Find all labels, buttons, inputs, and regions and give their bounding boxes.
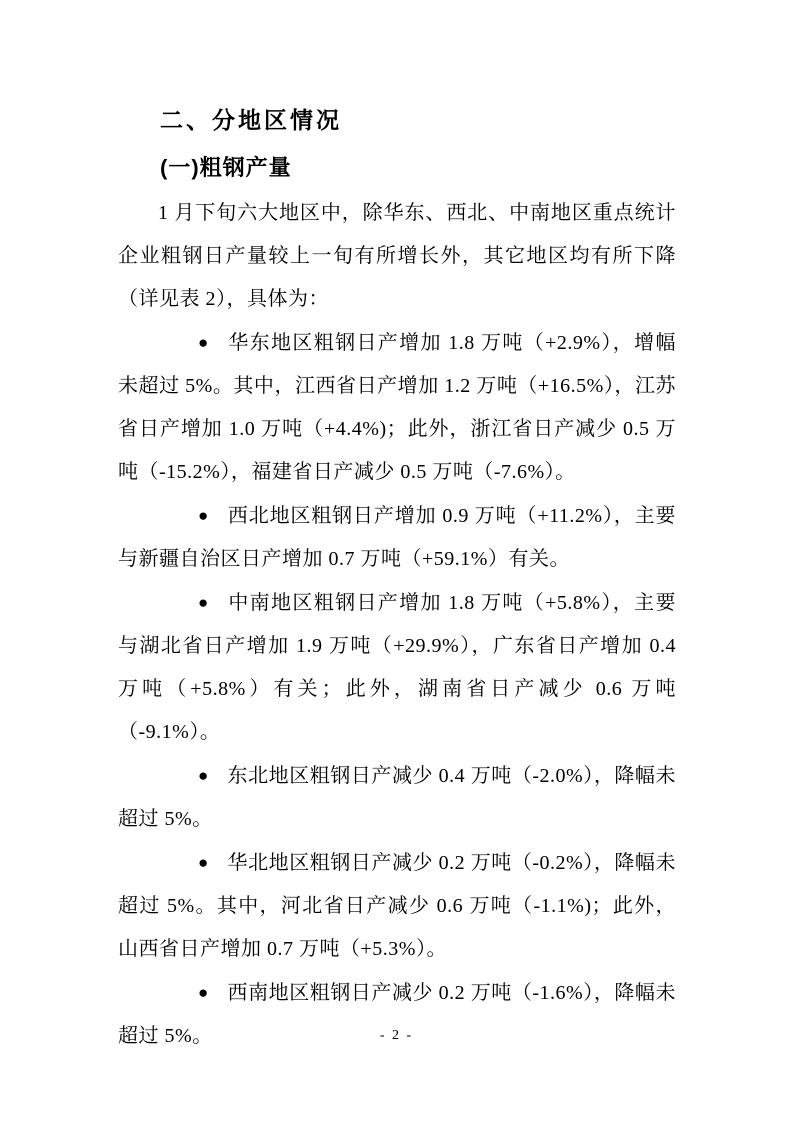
bullet-text: 东北地区粗钢日产减少 0.4 万吨（-2.0%），降幅未超过 5%。 (118, 765, 676, 830)
bullet-icon: ● (198, 333, 209, 352)
bullet-text: 华东地区粗钢日产增加 1.8 万吨（+2.9%），增幅未超过 5%。其中，江西省日产增加 1.2 万吨（+16.5%），江苏省日产增加 1.0 万吨（+4.4%)；此外，浙江省日产减少 0.5 万吨（-15.2%），福建省日产减少 0.5 万吨（-7.6%）。 (118, 332, 676, 483)
bullet-text: 西南地区粗钢日产减少 0.2 万吨（-1.6%），降幅未超过 5%。 (118, 982, 676, 1047)
intro-paragraph: 1 月下旬六大地区中，除华东、西北、中南地区重点统计企业粗钢日产量较上一旬有所增长外，其它地区均有所下降（详见表 2），具体为： (118, 202, 676, 310)
bullet-icon: ● (198, 506, 209, 525)
bullet-item-northeast (118, 754, 676, 841)
page-number: - 2 - (379, 1028, 414, 1043)
subsection-heading: (一)粗钢产量 (160, 155, 292, 180)
bullet-item-southwest (118, 971, 676, 1058)
bullet-icon: ● (198, 766, 209, 785)
bullet-icon: ● (198, 853, 209, 872)
section-heading: 二、分地区情况 (160, 107, 342, 133)
bullet-icon: ● (198, 983, 209, 1002)
bullet-item-south-central (118, 581, 676, 754)
bullet-item-northwest (118, 494, 676, 581)
document-body (118, 192, 676, 1058)
bullet-item-east-china (118, 321, 676, 494)
bullet-text: 华北地区粗钢日产减少 0.2 万吨（-0.2%），降幅未超过 5%。其中，河北省日产减少 0.6 万吨（-1.1%)；此外，山西省日产增加 0.7 万吨（+5.3%）。 (118, 852, 676, 960)
bullet-icon: ● (198, 593, 209, 612)
bullet-item-north-china (118, 841, 676, 971)
bullet-text: 西北地区粗钢日产增加 0.9 万吨（+11.2%），主要与新疆自治区日产增加 0.7 万吨（+59.1%）有关。 (118, 505, 676, 570)
bullet-text: 中南地区粗钢日产增加 1.8 万吨（+5.8%），主要与湖北省日产增加 1.9 万吨（+29.9%），广东省日产增加 0.4 万吨（+5.8%）有关；此外，湖南省日产减少 0.6 万吨（-9.1%）。 (118, 592, 676, 743)
